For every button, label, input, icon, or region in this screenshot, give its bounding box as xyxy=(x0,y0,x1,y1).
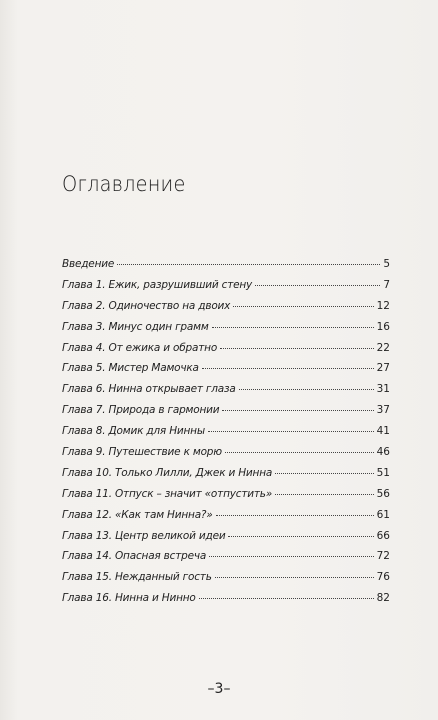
toc-entry-title: Глава 1. Ежик, разрушивший стену xyxy=(62,278,253,291)
toc-entry xyxy=(62,320,390,341)
toc-entry-page: 56 xyxy=(376,487,390,500)
toc-entry-title: Глава 6. Нинна открывает глаза xyxy=(62,383,236,396)
toc-entry-page: 31 xyxy=(376,383,390,396)
toc-entry-page: 27 xyxy=(376,362,390,375)
toc-entry xyxy=(62,549,390,570)
toc-dot-leader xyxy=(225,452,374,453)
toc-dot-leader xyxy=(208,431,374,432)
toc-entry xyxy=(62,570,390,591)
page-number: –3– xyxy=(207,681,231,697)
toc-entry-page: 46 xyxy=(376,446,390,459)
toc-entry-page: 37 xyxy=(376,404,390,417)
toc-entry-page: 12 xyxy=(376,299,390,312)
toc-dot-leader xyxy=(255,285,380,286)
toc-entry xyxy=(62,424,390,445)
toc-entry-page: 66 xyxy=(376,529,390,542)
toc-dot-leader xyxy=(222,410,373,411)
toc-dot-leader xyxy=(233,306,373,307)
toc-entry xyxy=(62,508,390,529)
toc-entry xyxy=(62,341,390,362)
toc-entry-title: Глава 11. Отпуск – значит «отпустить» xyxy=(62,487,273,500)
toc-entry xyxy=(62,445,390,466)
toc-entry-page: 22 xyxy=(376,341,390,354)
toc-entry-title: Глава 2. Одиночество на двоих xyxy=(62,299,231,312)
toc-entry-page: 41 xyxy=(376,425,390,438)
toc-entry-page: 16 xyxy=(376,320,390,333)
toc-entry-page: 82 xyxy=(376,592,390,605)
toc-entry-title: Глава 14. Опасная встреча xyxy=(62,550,207,563)
toc-entry xyxy=(62,278,390,299)
toc-entry-title: Глава 7. Природа в гармонии xyxy=(62,404,220,417)
toc-entry xyxy=(62,529,390,550)
toc-dot-leader xyxy=(275,494,374,495)
toc-entry-title: Глава 13. Центр великой идеи xyxy=(62,529,226,542)
toc-entry-title: Глава 9. Путешествие к морю xyxy=(62,446,222,459)
toc-dot-leader xyxy=(275,473,374,474)
toc-entry-page: 5 xyxy=(383,258,390,270)
toc-dot-leader xyxy=(216,515,374,516)
toc-entry xyxy=(62,382,390,403)
toc-dot-leader xyxy=(215,577,374,578)
toc-dot-leader xyxy=(199,598,374,599)
toc-entry xyxy=(62,403,390,424)
toc-dot-leader xyxy=(220,348,374,349)
toc-dot-leader xyxy=(202,368,374,369)
toc-entry-page: 61 xyxy=(376,508,390,521)
toc-entry xyxy=(62,361,390,382)
toc-entry-title: Глава 10. Только Лилли, Джек и Нинна xyxy=(62,466,273,479)
toc-dot-leader xyxy=(239,389,374,390)
toc-entry-title: Глава 8. Домик для Нинны xyxy=(62,425,205,438)
toc-dot-leader xyxy=(212,327,374,328)
toc-entry-title: Глава 12. «Как там Нинна?» xyxy=(62,508,213,521)
toc-entry-title: Введение xyxy=(62,258,115,270)
toc-entry xyxy=(62,591,390,612)
toc-dot-leader xyxy=(209,556,374,557)
toc-dot-leader xyxy=(228,536,373,537)
toc-dot-leader xyxy=(117,264,380,265)
toc-entry-title: Глава 5. Мистер Мамочка xyxy=(62,362,199,375)
table-of-contents xyxy=(62,257,390,612)
toc-entry xyxy=(62,299,390,320)
toc-entry-title: Глава 3. Минус один грамм xyxy=(62,320,209,333)
toc-entry-title: Глава 16. Нинна и Нинно xyxy=(62,592,196,605)
toc-entry-title: Глава 15. Нежданный гость xyxy=(62,571,212,584)
toc-entry xyxy=(62,466,390,487)
toc-entry-page: 76 xyxy=(376,571,390,584)
page-title: Оглавление xyxy=(62,172,186,196)
toc-entry-page: 72 xyxy=(376,550,390,563)
toc-entry-page: 7 xyxy=(383,278,390,291)
toc-entry-title: Глава 4. От ежика и обратно xyxy=(62,341,218,354)
toc-entry-page: 51 xyxy=(376,466,390,479)
toc-entry xyxy=(62,257,390,278)
toc-entry xyxy=(62,487,390,508)
